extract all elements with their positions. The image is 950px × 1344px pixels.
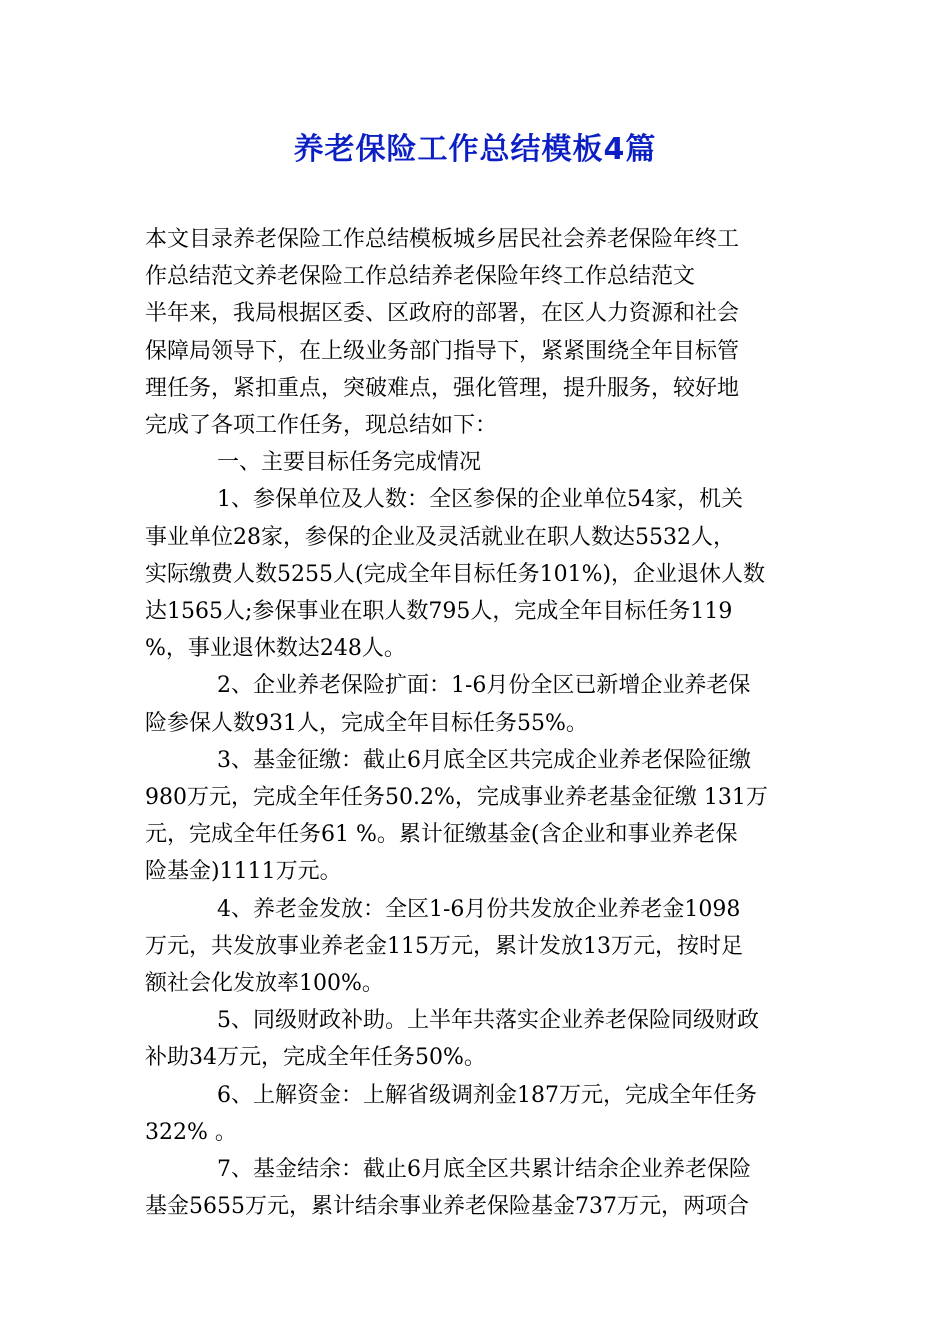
- text-line: 元，完成全年任务61 %。累计征缴基金(含企业和事业养老保: [145, 822, 738, 848]
- text-line: 完成了各项工作任务，现总结如下：: [145, 413, 498, 439]
- text-line: 980万元，完成全年任务50.2%，完成事业养老基金征缴 131万: [145, 785, 768, 811]
- text-line: 达1565人;参保事业在职人数795人，完成全年目标任务119: [145, 599, 733, 625]
- text-line: 一、主要目标任务完成情况: [217, 450, 482, 476]
- text-line: 6、上解资金：上解省级调剂金187万元，完成全年任务: [217, 1082, 757, 1108]
- text-line: 2、企业养老保险扩面：1-6月份全区已新增企业养老保: [217, 673, 751, 699]
- text-line: 额社会化发放率100%。: [145, 971, 384, 997]
- document-body: [145, 221, 815, 1225]
- text-line: 万元，共发放事业养老金115万元，累计发放13万元，按时足: [145, 933, 743, 959]
- text-line: %，事业退休数达248人。: [145, 636, 406, 662]
- text-line: 基金5655万元，累计结余事业养老保险基金737万元，两项合: [145, 1194, 749, 1220]
- text-line: 半年来，我局根据区委、区政府的部署，在区人力资源和社会: [145, 301, 740, 327]
- text-line: 理任务，紧扣重点，突破难点，强化管理，提升服务，较好地: [145, 375, 740, 401]
- text-line: 补助34万元，完成全年任务50%。: [145, 1045, 486, 1071]
- text-line: 3、基金征缴：截止6月底全区共完成企业养老保险征缴: [217, 747, 751, 773]
- text-line: 险参保人数931人，完成全年目标任务55%。: [145, 710, 588, 736]
- text-line: 322% 。: [145, 1119, 237, 1145]
- text-line: 7、基金结余：截止6月底全区共累计结余企业养老保险: [217, 1157, 751, 1183]
- text-line: 险基金)1111万元。: [145, 859, 342, 885]
- text-line: 保障局领导下，在上级业务部门指导下，紧紧围绕全年目标管: [145, 338, 740, 364]
- text-line: 本文目录养老保险工作总结模板城乡居民社会养老保险年终工: [145, 227, 740, 252]
- text-line: 事业单位28家，参保的企业及灵活就业在职人数达5532人，: [145, 524, 735, 550]
- text-line: 1、参保单位及人数：全区参保的企业单位54家，机关: [217, 487, 743, 513]
- text-line: 4、养老金发放：全区1-6月份共发放企业养老金1098: [217, 896, 741, 922]
- text-line: 实际缴费人数5255人(完成全年目标任务101%)，企业退休人数: [145, 561, 766, 587]
- text-line: 5、同级财政补助。上半年共落实企业养老保险同级财政: [217, 1008, 759, 1034]
- document-title: 养老保险工作总结模板4篇: [293, 132, 657, 167]
- text-line: 作总结范文养老保险工作总结养老保险年终工作总结范文: [145, 264, 696, 290]
